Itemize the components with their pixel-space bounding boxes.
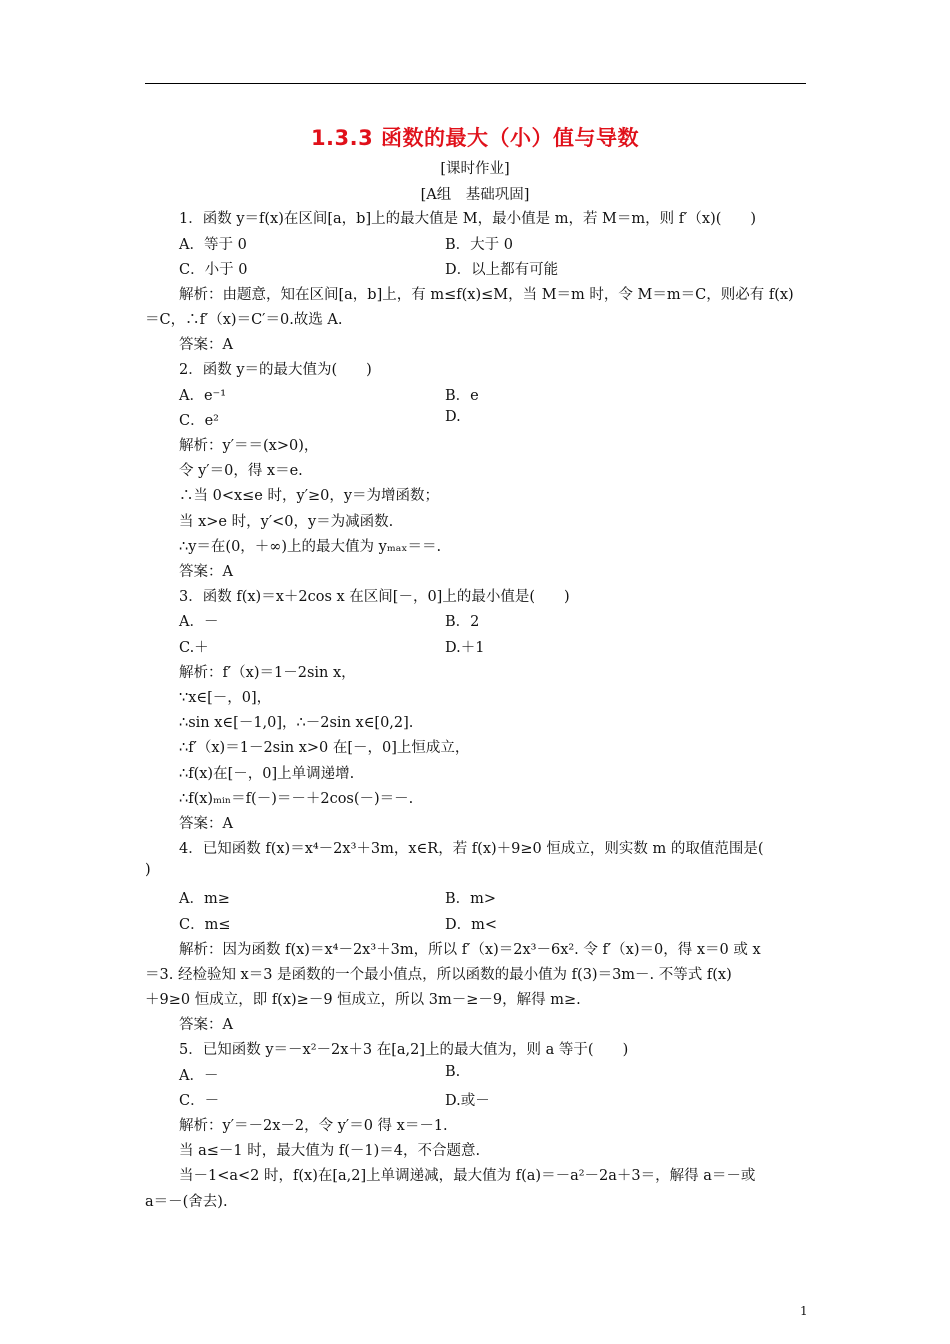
text-line: ): [145, 862, 151, 878]
text-line: A．e⁻¹: [179, 388, 227, 404]
text-line: A．等于 0: [179, 237, 247, 253]
header-rule: [145, 83, 806, 84]
text-line: C．－: [179, 1093, 220, 1109]
text-line: 当 a≤－1 时，最大值为 f(－1)＝4，不合题意.: [179, 1143, 481, 1159]
text-line: 解析：由题意，知在区间[a，b]上，有 m≤f(x)≤M，当 M＝m 时，令 M＝m＝C，则必有 f(x): [179, 287, 794, 303]
text-line: C.＋: [179, 640, 209, 656]
page-title: 1.3.3 函数的最大（小）值与导数: [310, 126, 640, 150]
text-line: 当 x>e 时，y′<0，y＝为减函数.: [179, 514, 394, 530]
text-line: 1．函数 y＝f(x)在区间[a，b]上的最大值是 M，最小值是 m，若 M＝m，则 f′（x)( ): [179, 211, 757, 227]
text-line: A．－: [179, 1068, 219, 1084]
option-text: B．m>: [445, 891, 497, 907]
text-line: ∴当 0<x≤e 时，y′≥0，y＝为增函数；: [179, 488, 440, 504]
option-text: D.或－: [445, 1093, 490, 1109]
text-line: 3．函数 f(x)＝x＋2cos x 在区间[－，0]上的最小值是( ): [179, 589, 570, 605]
text-line: 解析：因为函数 f(x)＝x⁴－2x³＋3m，所以 f′（x)＝2x³－6x². 令 f′（x)＝0，得 x＝0 或 x: [179, 942, 761, 958]
page-number: 1: [800, 1304, 808, 1318]
option-text: B.: [445, 1064, 461, 1080]
option-text: D．m<: [445, 917, 498, 933]
text-line: 4．已知函数 f(x)＝x⁴－2x³＋3m，x∈R，若 f(x)＋9≥0 恒成立，则实数 m 的取值范围是(: [179, 841, 764, 857]
text-line: ∴f(x)在[－，0]上单调递增.: [179, 766, 355, 782]
option-text: D.＋1: [445, 640, 485, 656]
text-line: A．－: [179, 614, 219, 630]
text-line: 解析：y′＝－2x－2，令 y′＝0 得 x＝－1.: [179, 1118, 448, 1134]
text-line: ∴f(x)ₘᵢₙ＝f(－)＝－＋2cos(－)＝－.: [179, 791, 414, 807]
text-line: A．m≥: [179, 891, 230, 907]
text-line: 答案：A: [179, 1017, 233, 1033]
text-line: ＝C，∴f′（x)＝C′＝0.故选 A.: [145, 312, 343, 328]
text-line: 答案：A: [179, 337, 233, 353]
text-line: 当－1<a<2 时，f(x)在[a,2]上单调递减，最大值为 f(a)＝－a²－2a＋3＝，解得 a＝－或: [179, 1168, 756, 1184]
text-line: C．m≤: [179, 917, 231, 933]
option-text: B．e: [445, 388, 479, 404]
text-line: 令 y′＝0，得 x＝e.: [179, 463, 303, 479]
text-line: a＝－(舍去).: [145, 1194, 228, 1210]
text-line: ∴f′（x)＝1－2sin x>0 在[－，0]上恒成立，: [179, 740, 470, 756]
option-text: B．2: [445, 614, 480, 630]
text-line: C．小于 0: [179, 262, 248, 278]
text-line: ＋9≥0 恒成立，即 f(x)≥－9 恒成立，所以 3m－≥－9，解得 m≥.: [145, 992, 581, 1008]
text-line: 解析：f′（x)＝1－2sin x，: [179, 665, 356, 681]
option-text: D.: [445, 409, 461, 425]
text-line: ＝3. 经检验知 x＝3 是函数的一个最小值点，所以函数的最小值为 f(3)＝3m－. 不等式 f(x): [145, 967, 732, 983]
text-line: ∴y＝在(0，＋∞)上的最大值为 yₘₐₓ＝＝.: [179, 539, 442, 555]
option-text: D．以上都有可能: [445, 262, 559, 278]
subtitle: [课时作业]: [440, 161, 510, 177]
text-line: 2．函数 y＝的最大值为( ): [179, 362, 372, 378]
text-line: 5．已知函数 y＝－x²－2x＋3 在[a,2]上的最大值为，则 a 等于( ): [179, 1042, 629, 1058]
option-text: B．大于 0: [445, 237, 513, 253]
text-line: ∴sin x∈[－1,0]，∴－2sin x∈[0,2].: [179, 715, 414, 731]
group-heading: [A组 基础巩固]: [420, 187, 530, 203]
text-line: ∵x∈[－，0]，: [179, 690, 272, 706]
text-line: 答案：A: [179, 816, 233, 832]
text-line: 答案：A: [179, 564, 233, 580]
text-line: 解析：y′＝＝(x>0)，: [179, 438, 319, 454]
text-line: C．e²: [179, 413, 219, 429]
